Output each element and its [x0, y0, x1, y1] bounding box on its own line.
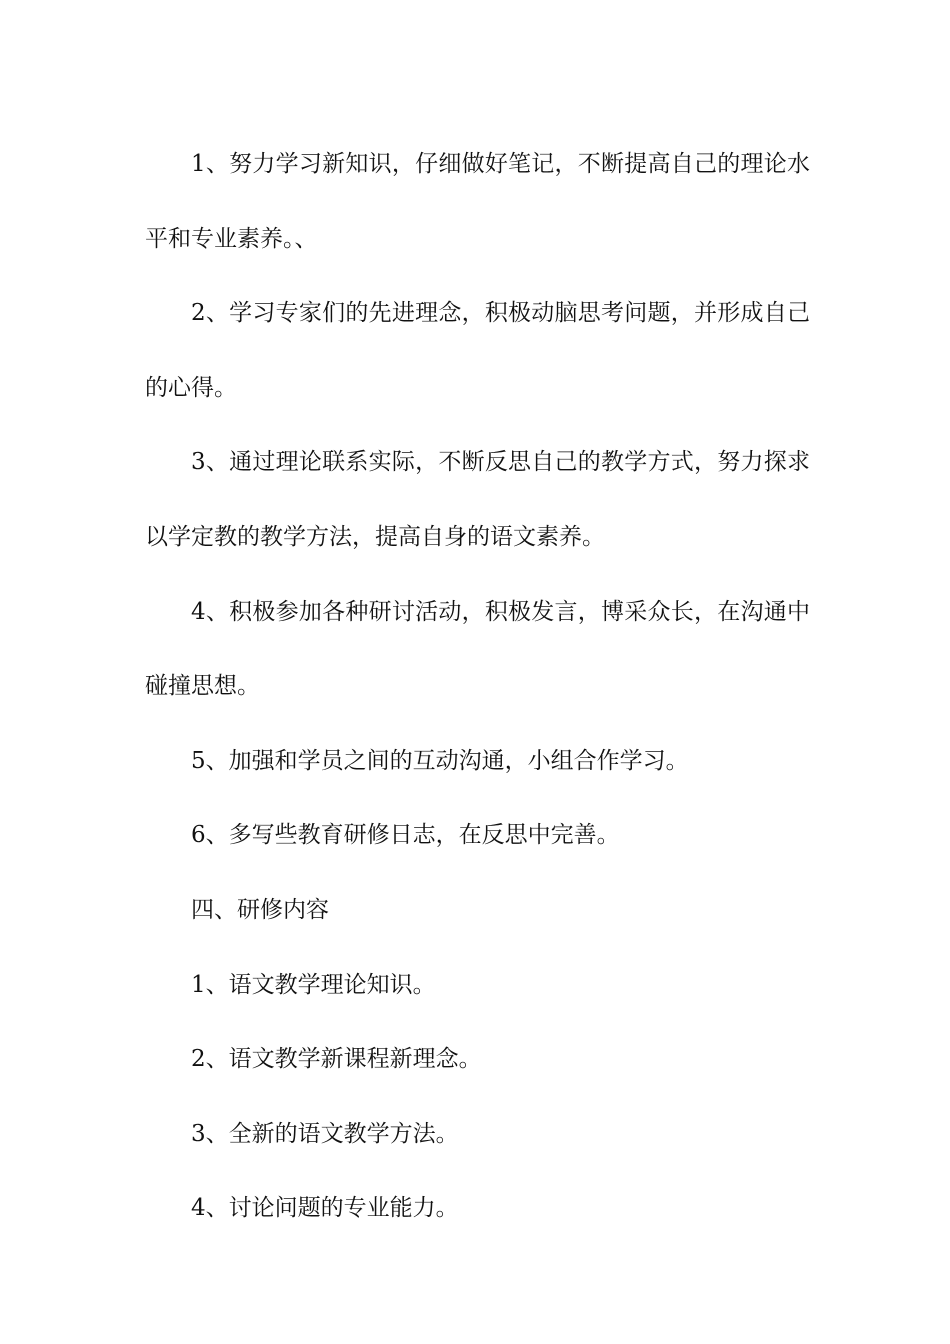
section-heading: 四、研修内容	[191, 896, 329, 923]
paragraph-1: 1、努力学习新知识，仔细做好笔记，不断提高自己的理论水平和专业素养。、	[145, 151, 810, 252]
document-body	[145, 127, 810, 1246]
paragraph-6: 6、多写些教育研修日志，在反思中完善。	[191, 822, 620, 849]
content-item-2: 2、语文教学新课程新理念。	[191, 1046, 482, 1073]
content-item-4: 4、讨论问题的专业能力。	[191, 1195, 459, 1222]
paragraph-3: 3、通过理论联系实际，不断反思自己的教学方式，努力探求以学定教的教学方法，提高自身的语文素养。	[145, 449, 810, 550]
paragraph-2: 2、学习专家们的先进理念，积极动脑思考问题，并形成自己的心得。	[145, 300, 810, 401]
content-item-3: 3、全新的语文教学方法。	[191, 1120, 459, 1147]
content-item-1: 1、语文教学理论知识。	[191, 971, 436, 998]
paragraph-4: 4、积极参加各种研讨活动，积极发言，博采众长，在沟通中碰撞思想。	[145, 598, 810, 700]
paragraph-5: 5、加强和学员之间的互动沟通，小组合作学习。	[191, 747, 689, 774]
